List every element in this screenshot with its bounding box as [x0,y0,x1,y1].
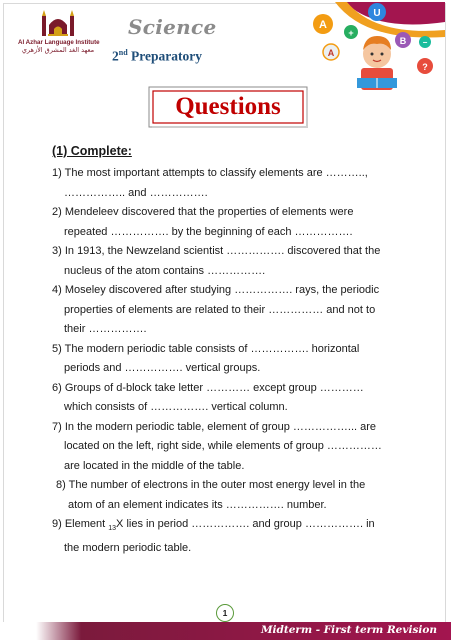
worksheet-body [52,144,402,558]
grade-number: 2 [112,48,119,64]
question-line: …………….. and ……………. [64,186,208,199]
question-line: atom of an element indicates its ……………. number. [68,498,327,511]
question-line: the modern periodic table. [64,541,192,554]
question-3 [52,242,402,281]
atomic-number-subscript: 13 [108,525,117,533]
mosque-logo-icon [38,8,78,38]
bubble-b: B [399,36,407,46]
question-line: 1) The most important attempts to classify elements are ……….., [52,167,368,179]
question-line: 3) In 1913, the Newzeland scientist ……………. discovered that the [52,245,381,257]
bubble-letter-icon [395,32,411,48]
child-reading-icon [357,36,397,90]
question-line: properties of elements are related to their …………… and not to [64,303,376,316]
bubble-u: U [373,8,381,19]
questions-banner [148,86,308,128]
question-line: 6) Groups of d-block take letter ………… except group ………… [52,381,364,394]
question-line: 4) Moseley discovered after studying ……………. rays, the periodic [52,284,380,296]
banner-title: Questions [175,93,281,120]
question-1 [52,164,402,203]
question-line [52,515,402,539]
question-line: 8) The number of electrons in the outer most energy level in the [56,479,366,491]
question-line: 2) Mendeleev discovered that the properties of elements were [52,206,354,218]
footer-label: Midterm - First term Revision [260,624,437,636]
header-decoration [285,2,445,102]
grade-suffix: nd [118,48,128,57]
subject-title: Science [128,15,217,39]
bubble-letter-icon [417,58,433,74]
institute-name-en: Al Azhar Language Institute [18,39,100,46]
bubble-letter-icon [344,25,358,39]
question-line: 5) The modern periodic table consists of ……………. horizontal [52,342,360,355]
bubble-plus: + [348,28,354,38]
bubble-letter-icon [368,3,386,21]
question-2 [52,203,402,242]
question-8 [52,476,402,515]
question-line: 7) In the modern periodic table, element of group ……………... are [52,420,377,433]
question-line: their ……………. [64,323,147,335]
bubble-question: ? [422,62,428,72]
bubble-letter-icon [313,14,333,34]
question-9-post: X lies in period ……………. and group ……………. in [116,518,375,530]
question-line: periods and ……………. vertical groups. [64,362,261,374]
grade-title [112,48,202,65]
bubble-a1: A [319,19,327,31]
question-line: repeated ……………. by the beginning of each ……………. [64,225,353,238]
question-9 [52,515,402,558]
institute-logo [18,8,98,54]
question-line: which consists of ……………. vertical column. [64,401,288,413]
question-7 [52,418,402,477]
question-9-pre: 9) Element [52,518,109,530]
bubble-a2: A [327,48,335,58]
question-line: nucleus of the atom contains ……………. [64,264,266,277]
question-4 [52,281,402,340]
page-number: 1 [216,604,234,622]
institute-name-ar: معهد الغد المشرق الأزهري [21,46,95,54]
bubble-minus: − [422,38,428,47]
question-5 [52,340,402,379]
bubble-letter-icon [323,44,339,60]
section-title: (1) Complete: [52,144,132,158]
question-line: are located in the middle of the table. [64,459,245,472]
question-6 [52,379,402,418]
bubble-letter-icon [419,36,431,48]
grade-word: Preparatory [131,48,203,64]
question-line: located on the left, right side, while elements of group …………… [64,440,382,452]
